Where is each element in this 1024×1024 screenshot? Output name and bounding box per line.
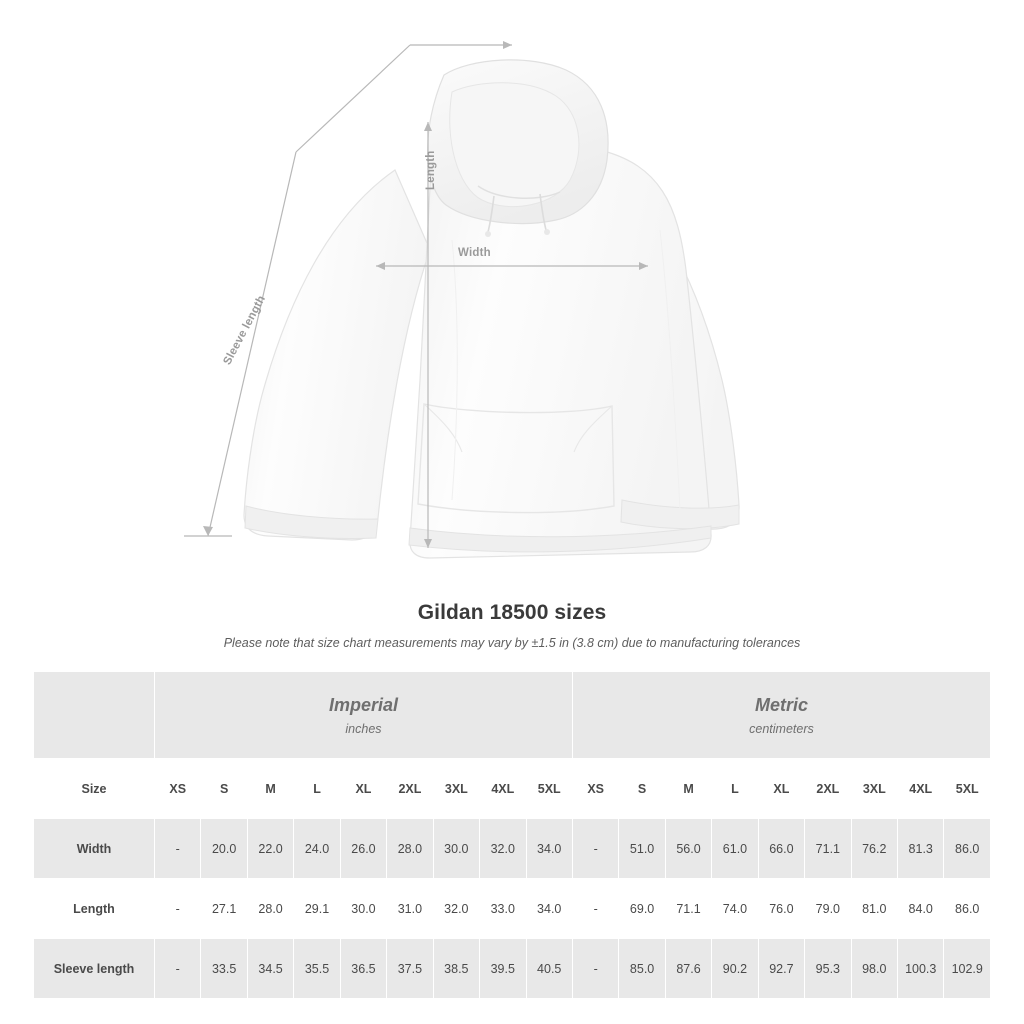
cell-length-imperial-3xl: 32.0 [433, 879, 479, 939]
cell-width-metric-l: 61.0 [712, 819, 758, 879]
cell-length-imperial-m: 28.0 [247, 879, 293, 939]
cell-length-metric-3xl: 81.0 [851, 879, 897, 939]
size-header-row [34, 759, 991, 819]
cell-width-metric-3xl: 76.2 [851, 819, 897, 879]
cell-width-imperial-3xl: 30.0 [433, 819, 479, 879]
cell-sleeve-imperial-4xl: 39.5 [480, 939, 526, 999]
size-header-imperial-xs: XS [155, 759, 201, 819]
size-header-metric-5xl: 5XL [944, 759, 991, 819]
cell-sleeve-imperial-m: 34.5 [247, 939, 293, 999]
size-header-metric-xl: XL [758, 759, 804, 819]
cell-length-metric-s: 69.0 [619, 879, 665, 939]
unit-header-blank [34, 672, 155, 759]
cell-width-imperial-5xl: 34.0 [526, 819, 572, 879]
size-table-wrapper [33, 671, 991, 999]
sleeve-length-dimension-label: Sleeve length [221, 293, 269, 367]
cell-sleeve-metric-s: 85.0 [619, 939, 665, 999]
size-header-imperial-5xl: 5XL [526, 759, 572, 819]
cell-sleeve-metric-m: 87.6 [665, 939, 711, 999]
cell-sleeve-imperial-3xl: 38.5 [433, 939, 479, 999]
cell-sleeve-metric-3xl: 98.0 [851, 939, 897, 999]
cell-sleeve-metric-2xl: 95.3 [805, 939, 851, 999]
cell-length-imperial-4xl: 33.0 [480, 879, 526, 939]
size-header-metric-s: S [619, 759, 665, 819]
size-header-metric-m: M [665, 759, 711, 819]
cell-sleeve-imperial-5xl: 40.5 [526, 939, 572, 999]
cell-length-metric-4xl: 84.0 [898, 879, 944, 939]
size-chart-table [33, 671, 991, 999]
unit-header-metric [572, 672, 990, 759]
size-header-imperial-l: L [294, 759, 340, 819]
length-dimension-label: Length [425, 150, 437, 190]
cell-length-metric-2xl: 79.0 [805, 879, 851, 939]
unit-name-metric: Metric [754, 694, 808, 715]
size-header-imperial-m: M [247, 759, 293, 819]
cell-length-metric-l: 74.0 [712, 879, 758, 939]
unit-sub-imperial: inches [345, 721, 382, 736]
table-row [34, 819, 991, 879]
row-label-sleeve-length: Sleeve length [34, 939, 155, 999]
cell-sleeve-imperial-xl: 36.5 [340, 939, 386, 999]
cell-width-metric-s: 51.0 [619, 819, 665, 879]
cell-sleeve-metric-xl: 92.7 [758, 939, 804, 999]
cell-sleeve-imperial-xs: - [155, 939, 201, 999]
row-label-length: Length [34, 879, 155, 939]
size-header-metric-l: L [712, 759, 758, 819]
size-header-imperial-4xl: 4XL [480, 759, 526, 819]
size-header-metric-4xl: 4XL [898, 759, 944, 819]
size-header-imperial-2xl: 2XL [387, 759, 433, 819]
cell-width-imperial-m: 22.0 [247, 819, 293, 879]
cell-length-imperial-l: 29.1 [294, 879, 340, 939]
cell-width-imperial-2xl: 28.0 [387, 819, 433, 879]
unit-header-imperial [155, 672, 573, 759]
size-header-metric-2xl: 2XL [805, 759, 851, 819]
cell-width-metric-xl: 66.0 [758, 819, 804, 879]
cell-width-imperial-l: 24.0 [294, 819, 340, 879]
cell-sleeve-metric-l: 90.2 [712, 939, 758, 999]
page-title: Gildan 18500 sizes [417, 601, 607, 624]
cell-length-imperial-xl: 30.0 [340, 879, 386, 939]
cell-width-imperial-xs: - [155, 819, 201, 879]
width-dimension-label: Width [458, 247, 491, 259]
table-row [34, 939, 991, 999]
cell-length-metric-m: 71.1 [665, 879, 711, 939]
tolerance-note: Please note that size chart measurements may vary by ±1.5 in (3.8 cm) due to manufacturing tolerances [223, 636, 801, 650]
cell-length-imperial-xs: - [155, 879, 201, 939]
size-header-metric-xs: XS [572, 759, 618, 819]
cell-length-imperial-s: 27.1 [201, 879, 247, 939]
cell-sleeve-metric-4xl: 100.3 [898, 939, 944, 999]
unit-header-row [34, 672, 991, 759]
cell-length-metric-5xl: 86.0 [944, 879, 991, 939]
cell-length-metric-xl: 76.0 [758, 879, 804, 939]
cell-length-imperial-2xl: 31.0 [387, 879, 433, 939]
size-header-metric-3xl: 3XL [851, 759, 897, 819]
cell-sleeve-metric-xs: - [572, 939, 618, 999]
cell-width-metric-m: 56.0 [665, 819, 711, 879]
cell-length-imperial-5xl: 34.0 [526, 879, 572, 939]
cell-width-imperial-xl: 26.0 [340, 819, 386, 879]
table-row [34, 879, 991, 939]
cell-length-metric-xs: - [572, 879, 618, 939]
cell-width-imperial-s: 20.0 [201, 819, 247, 879]
size-header-imperial-3xl: 3XL [433, 759, 479, 819]
cell-sleeve-metric-5xl: 102.9 [944, 939, 991, 999]
row-label-width: Width [34, 819, 155, 879]
cell-sleeve-imperial-2xl: 37.5 [387, 939, 433, 999]
cell-sleeve-imperial-l: 35.5 [294, 939, 340, 999]
size-header-cell: Size [34, 759, 155, 819]
size-header-imperial-xl: XL [340, 759, 386, 819]
cell-width-metric-5xl: 86.0 [944, 819, 991, 879]
unit-name-imperial: Imperial [328, 694, 398, 715]
cell-width-metric-xs: - [572, 819, 618, 879]
cell-width-imperial-4xl: 32.0 [480, 819, 526, 879]
cell-width-metric-2xl: 71.1 [805, 819, 851, 879]
cell-width-metric-4xl: 81.3 [898, 819, 944, 879]
unit-sub-metric: centimeters [749, 721, 814, 736]
size-header-imperial-s: S [201, 759, 247, 819]
cell-sleeve-imperial-s: 33.5 [201, 939, 247, 999]
